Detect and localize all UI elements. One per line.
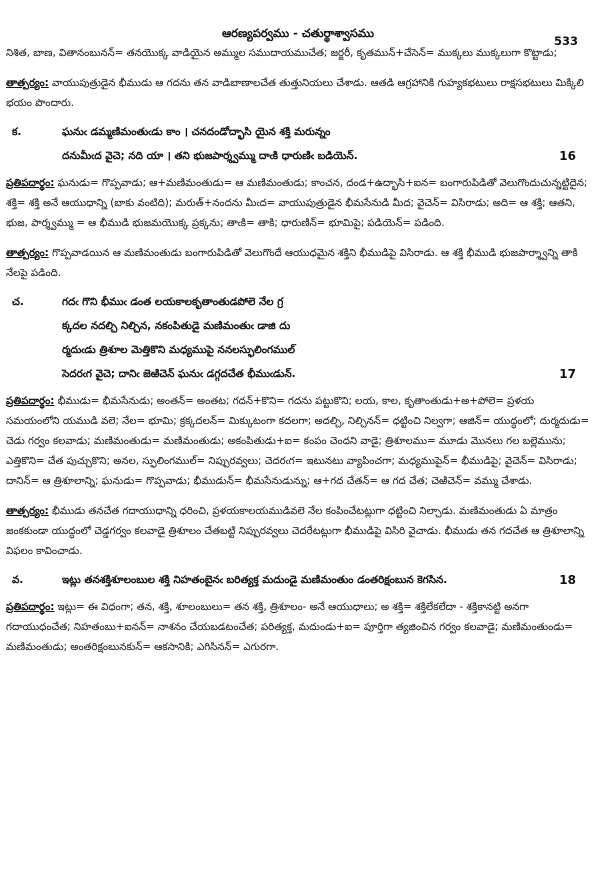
verse-marker: చ.: [12, 296, 24, 308]
tatparyam-label: తాత్పర్యం:: [6, 78, 49, 89]
verse-line: ఘనుఁ డమ్మణిమంతుఁడు కాం । చనదండోద్భాసి యైన శక్తి మరున్నం: [62, 126, 331, 138]
tatparyam-text: భీముడు తనచేత గదాయుధాన్ని ధరించి, ప్రళయకాలయముడివలె నేల కంపించేటట్లుగా ధట్టించి నిల్చాడు. మణిమంతుడు ఏ మాత్రం జంకకుండా యుద్ధంలో చెడ్డగర్వం కలవాడై త్రిశూలం చేతబట్టి నిప్పురవ్వలు చెదరేటట్లుగా భీముడిపై విసిరి వైచాడు. భీముడు తన గదచేత ఆ త్రిశూలాన్ని విఫలం కావించాడు.: [6, 506, 584, 557]
pratipadartham-paragraph: [6, 598, 590, 658]
pratipadartham-paragraph: [6, 392, 590, 492]
page-number: 533: [553, 34, 578, 48]
tatparyam-paragraph: [6, 502, 590, 562]
verse-line: దనుమీఁద వైచె; నది యా । తని భుజపార్శ్వమ్ము దాఁకి ధారుణిఁ బడియెన్.: [62, 150, 358, 162]
verse-line: గదఁ గొని భీముఁ డంత లయకాలకృతాంతుడపోలె నేల గ్ర: [62, 296, 284, 308]
page-header: [6, 0, 590, 48]
tatparyam-label: తాత్పర్యం:: [6, 506, 49, 517]
tatparyam-paragraph: [6, 74, 590, 114]
verse-number: 17: [559, 367, 576, 381]
pratipadartham-label: ప్రతిపదార్థం:: [6, 396, 55, 407]
verse-line: క్కదల నదల్చి నిల్చిన, నకంపితుడై మణిమంతుఁ డాజి దు: [62, 320, 291, 332]
tatparyam-paragraph: [6, 244, 590, 284]
verse-16: [6, 120, 590, 168]
pratipadartham-text: భీముడు= భీమసేనుడు; అంతన్= అంతట; గదన్+కొని= గదను పట్టుకొని; లయ, కాల, కృతాంతుడు+అ+పోలె= ప్రళయ సమయంలోని యముడి వలె; నేల= భూమి; క్రక్కదలన్= మిక్కుటంగా కదలగా; అదల్చి, నిల్చినన్= ధట్టించి నిల్వగా; ఆజిన్= యుద్ధంలో; దుర్మదుడు= చెడు గర్వం కలవాడు; మణిమంతుడు= మణిమంతుడు; అకంపితుడు+ఐ= కంపం చెందని వాడై; త్రిశూలము= మూడు మొనలు గల బల్లెమును; ఎత్తికొని= చేత పుచ్చుకొని; అనల, స్ఫులింగముల్= నిప్పురవ్వలు; చెదరఁగ= ఇటునటు వ్యాపించగా; మధ్యముపైన్= భీముడిపై; వైచెన్= విసిరాడు; దానిన్= ఆ త్రిశూలాన్ని; ఘనుడు= గొప్పవాడు; భీముడున్= భీమసేనుడున్ను; ఆ+గద చేతన్= ఆ గద చేత; చెఱిచెన్= వమ్ము చేశాడు.: [6, 396, 590, 487]
verse-number: 16: [559, 149, 576, 163]
verse-number: 18: [559, 573, 576, 587]
verse-marker: క.: [12, 126, 22, 138]
verse-line: ఇట్లు తనశక్తిశూలంబుల శక్తి నిహతంబైనఁ బరిత్యక్త మదుండై మణిమంతుం డంతరిక్షంబున కెగసిన.: [62, 574, 448, 586]
running-title: ఆరణ్యపర్వము - చతుర్థాశ్వాసము: [221, 26, 375, 40]
verse-marker: వ.: [12, 574, 24, 586]
tatparyam-label: తాత్పర్యం:: [6, 248, 49, 259]
tatparyam-text: గొప్పవాడయిన ఆ మణిమంతుడు బంగారుపిడితో వెలుగొందే ఆయుధమైన శక్తిని భీముడిపై విసిరాడు. ఆ శక్తి భీముడి భుజపార్శ్వాన్ని తాకి నేలపై పడింది.: [6, 248, 578, 279]
pratipadartham-text: ఇట్లు= ఈ విధంగా; తన, శక్తి, శూలంబులు= తన శక్తి, త్రిశూలం- అనే ఆయుధాలు; అ శక్తి= శక్తిలేకలేదా - శక్తికానట్టి అనగా గదాయుధంచేత; నిహతంబు+ఐనన్= నాశనం చేయబడటంచేత; పరిత్యక్త, మదుండు+ఐ= పూర్తిగా త్యజించిన గర్వం కలవాడై; మణిమంతుండు= మణిమంతుడు; అంతరిక్షంబునకున్= ఆకసానికి; ఎగిసినన్= ఎగురగా.: [6, 602, 573, 653]
pratipadartham-label: ప్రతిపదార్థం:: [6, 178, 55, 189]
pratipadartham-label: ప్రతిపదార్థం:: [6, 602, 55, 613]
pratipadartham-text: ఘనుడు= గొప్పవాడు; ఆ+మణిమంతుడు= ఆ మణిమంతుడు; కాంచన, దండ+ఉద్భాసి+ఐన= బంగారుపిడితో వెలుగొందుచున్నట్టిదైన; శక్తి= శక్తి అనే ఆయుధాన్ని (బాకు వంటిది); మరుత్+నందను మీఁద= వాయుపుత్రుడైన భీమసేనుడి మీద; వైచెన్= విసిరాడు; అది= ఆ శక్తి; ఆతని, భుజ, పార్శ్వమ్ము = ఆ భీముడి భుజమయొక్క ప్రక్కను; తాఁకి= తాకి; ధారుణిన్= భూమిపై; పడియెన్= పడింది.: [6, 178, 588, 229]
pratipadartham-paragraph: [6, 174, 590, 234]
top-text: నిశిత, బాణ, వితానంబునన్= తనయొక్క వాడియైన అమ్ముల సముదాయముచేత; జర్జరీ, కృతమున్+చేసెన్= ముక్కలు ముక్కలుగా కొట్టాడు;: [6, 48, 558, 59]
verse-17: [6, 290, 590, 386]
verse-18: [6, 568, 590, 592]
verse-line: సెదరఁగ వైచె; దానిఁ జెఱిచెన్ ఘనుఁ డగ్గదచేత భీముఁడున్.: [62, 368, 296, 380]
tatparyam-text: వాయుపుత్రుడైన భీముడు ఆ గదను తన వాడిబాణాలచేత తుత్తునియలు చేశాడు. ఆతడి ఆగ్రహానికి గుహ్యకభటులు రాక్షసభటులు మిక్కిలి భయం పొందారు.: [6, 78, 584, 109]
verse-line: ర్మదుఁడు త్రిశూల మెత్తికొని మధ్యముపై ననలస్ఫులింగముల్: [62, 344, 295, 356]
